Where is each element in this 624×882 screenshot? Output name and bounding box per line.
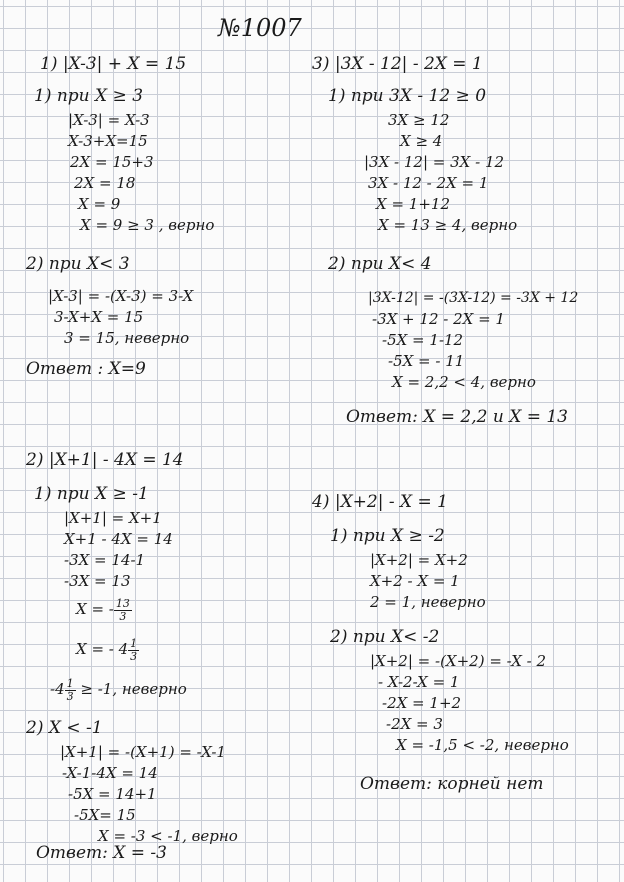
solution-line: X = 9 ≥ 3 , верно bbox=[80, 216, 215, 234]
task-equation: 4) |X+2| - X = 1 bbox=[312, 492, 448, 512]
solution-line: X = - 4 $\frac{1}{3}$ bbox=[76, 636, 138, 663]
answer: Ответ: X = 2,2 и X = 13 bbox=[346, 407, 568, 427]
solution-line: 2 = 1, неверно bbox=[370, 593, 486, 611]
case-1 bbox=[26, 86, 316, 236]
fraction: $\frac{1}{3}$ bbox=[130, 636, 138, 663]
solution-line: |X+1| = -(X+1) = -X-1 bbox=[60, 743, 226, 761]
case-condition: 2) при X< 4 bbox=[328, 254, 432, 274]
case-1 bbox=[312, 86, 612, 236]
solution-line: -3X = 13 bbox=[64, 572, 131, 590]
case-2 bbox=[312, 254, 612, 393]
solution-line: -5X = - 11 bbox=[388, 352, 465, 370]
solution-line: X+2 - X = 1 bbox=[370, 572, 460, 590]
solution-line: X = -3 < -1, верно bbox=[98, 827, 238, 845]
solution-line: |X-3| = -(X-3) = 3-X bbox=[48, 287, 194, 305]
answer: Ответ : X=9 bbox=[26, 359, 146, 379]
case-condition: 2) при X< -2 bbox=[330, 627, 440, 647]
solution-line: -3X = 14-1 bbox=[64, 551, 146, 569]
solution-line: X = -1,5 < -2, неверно bbox=[396, 736, 569, 754]
solution-line: X = 2,2 < 4, верно bbox=[392, 373, 536, 391]
solution-line: 3-X+X = 15 bbox=[54, 308, 144, 326]
case-2 bbox=[312, 627, 612, 756]
case-condition: 1) при X ≥ -2 bbox=[330, 526, 445, 546]
solution-line: 3 = 15, неверно bbox=[64, 329, 190, 347]
case-condition: 2) X < -1 bbox=[26, 718, 103, 738]
solution-line: -X-1-4X = 14 bbox=[62, 764, 158, 782]
solution-line: X = 9 bbox=[78, 195, 121, 213]
solution-line: -2X = 1+2 bbox=[382, 694, 462, 712]
solution-line: X ≥ 4 bbox=[400, 132, 443, 150]
answer: Ответ: X = -3 bbox=[36, 843, 167, 863]
task-4 bbox=[312, 492, 612, 800]
task-equation: 1) |X-3| + X = 15 bbox=[40, 54, 187, 74]
case-condition: 1) при 3X - 12 ≥ 0 bbox=[328, 86, 487, 106]
task-3 bbox=[312, 54, 612, 433]
solution-line: -3X + 12 - 2X = 1 bbox=[372, 310, 505, 328]
solution-line: 2X = 18 bbox=[74, 174, 136, 192]
case-condition: 1) при X ≥ -1 bbox=[34, 484, 149, 504]
solution-line: - X-2-X = 1 bbox=[378, 673, 460, 691]
solution-line: X = 13 ≥ 4, верно bbox=[378, 216, 518, 234]
fraction: $\frac{13}{3}$ bbox=[115, 596, 130, 623]
task-2 bbox=[26, 450, 316, 869]
case-condition: 1) при X ≥ 3 bbox=[34, 86, 144, 106]
case-2 bbox=[26, 718, 316, 847]
solution-line: X-3+X=15 bbox=[68, 132, 148, 150]
solution-line: X = - $\frac{13}{3}$ bbox=[76, 596, 130, 623]
solution-line: |3X - 12| = 3X - 12 bbox=[364, 153, 505, 171]
solution-line: |X+1| = X+1 bbox=[64, 509, 162, 527]
solution-line: -5X= 15 bbox=[74, 806, 136, 824]
solution-line: -4 $\frac{1}{3}$ ≥ -1, неверно bbox=[50, 676, 187, 703]
answer: Ответ: корней нет bbox=[360, 774, 544, 794]
solution-line: -5X = 1-12 bbox=[382, 331, 464, 349]
solution-line: 2X = 15+3 bbox=[70, 153, 154, 171]
task-equation: 3) |3X - 12| - 2X = 1 bbox=[312, 54, 483, 74]
case-condition: 2) при X< 3 bbox=[26, 254, 130, 274]
solution-line: |X+2| = X+2 bbox=[370, 551, 468, 569]
solution-line: -2X = 3 bbox=[386, 715, 443, 733]
case-1 bbox=[26, 484, 316, 706]
solution-line: -5X = 14+1 bbox=[68, 785, 157, 803]
problem-number: №1007 bbox=[218, 14, 302, 42]
task-equation: 2) |X+1| - 4X = 14 bbox=[26, 450, 184, 470]
solution-line: X+1 - 4X = 14 bbox=[64, 530, 173, 548]
solution-line: 3X ≥ 12 bbox=[388, 111, 450, 129]
case-2 bbox=[26, 254, 316, 349]
fraction: $\frac{1}{3}$ bbox=[66, 676, 74, 703]
solution-line: |3X-12| = -(3X-12) = -3X + 12 bbox=[368, 290, 579, 306]
task-1 bbox=[26, 54, 316, 385]
solution-line: X = 1+12 bbox=[376, 195, 450, 213]
case-1 bbox=[312, 526, 612, 613]
solution-line: 3X - 12 - 2X = 1 bbox=[368, 174, 489, 192]
solution-line: |X+2| = -(X+2) = -X - 2 bbox=[370, 652, 547, 670]
solution-line: |X-3| = X-3 bbox=[68, 111, 150, 129]
